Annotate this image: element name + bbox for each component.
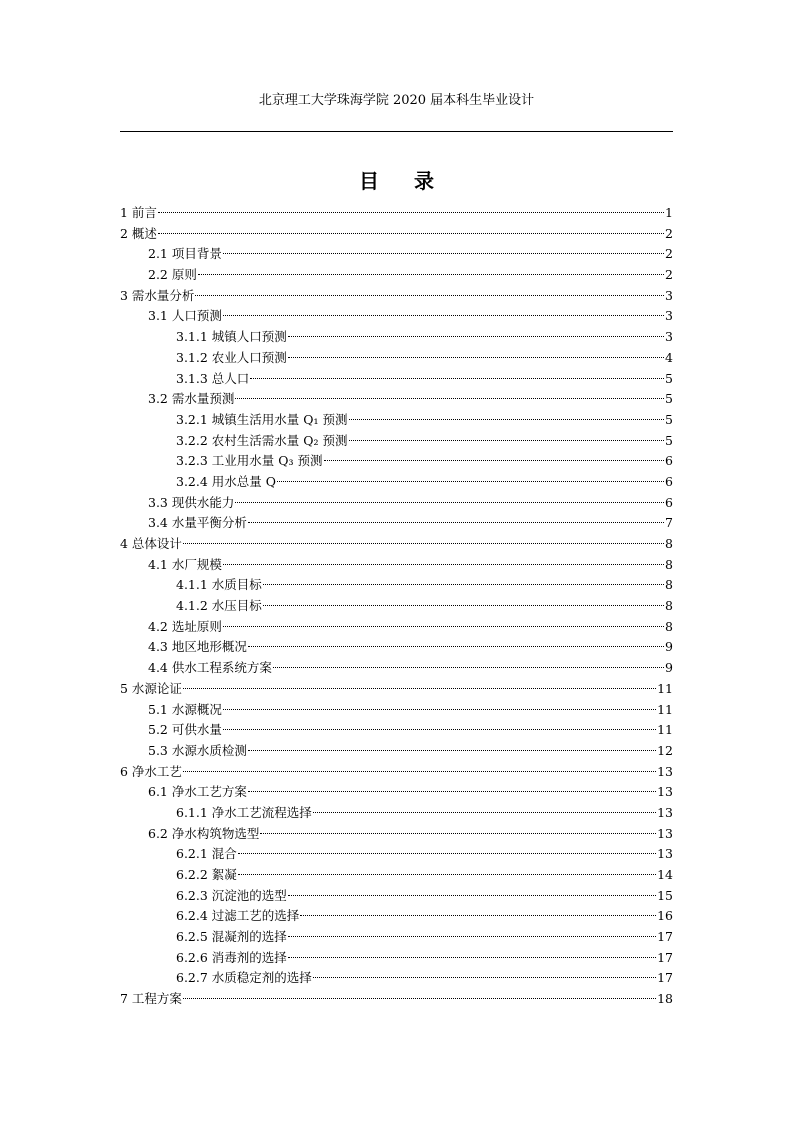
toc-entry[interactable] <box>120 410 673 431</box>
toc-entry-label: 3 需水量分析 <box>120 287 195 303</box>
toc-entry[interactable] <box>120 679 673 700</box>
toc-entry-page: 13 <box>657 804 673 820</box>
toc-entry-label: 5 水源论证 <box>120 680 182 696</box>
toc-entry[interactable] <box>120 327 673 348</box>
toc-entry-page: 11 <box>657 680 673 696</box>
toc-leader-dots <box>183 543 664 544</box>
toc-entry[interactable] <box>120 927 673 948</box>
toc-leader-dots <box>158 233 664 234</box>
toc-entry-page: 6 <box>665 494 673 510</box>
toc-leader-dots <box>198 274 664 275</box>
toc-entry-label: 3.3 现供水能力 <box>148 494 235 510</box>
toc-entry-label: 6.1 净水工艺方案 <box>148 784 247 800</box>
toc-entry[interactable] <box>120 637 673 658</box>
toc-leader-dots <box>183 998 656 999</box>
toc-leader-dots <box>223 709 656 710</box>
toc-entry-page: 3 <box>665 329 673 345</box>
toc-leader-dots <box>235 398 664 399</box>
toc-entry[interactable] <box>120 720 673 741</box>
toc-leader-dots <box>223 729 656 730</box>
toc-entry-label: 4.1.2 水压目标 <box>176 598 262 614</box>
toc-leader-dots <box>195 295 664 296</box>
toc-entry-label: 6 净水工艺 <box>120 763 182 779</box>
toc-entry[interactable] <box>120 224 673 245</box>
toc-entry[interactable] <box>120 741 673 762</box>
toc-entry[interactable] <box>120 513 673 534</box>
toc-entry[interactable] <box>120 286 673 307</box>
toc-title: 目 录 <box>359 169 448 193</box>
toc-entry-label: 4 总体设计 <box>120 536 182 551</box>
toc-entry-page: 13 <box>657 846 673 862</box>
toc-entry[interactable] <box>120 389 673 410</box>
toc-leader-dots <box>288 357 664 358</box>
page-header: 北京理工大学珠海学院 2020 届本科生毕业设计 <box>258 93 535 108</box>
toc-entry[interactable] <box>120 968 673 989</box>
toc-entry[interactable] <box>120 948 673 969</box>
toc-entry-page: 7 <box>665 515 673 531</box>
toc-entry-label: 6.2.1 混合 <box>176 846 237 862</box>
toc-entry-page: 15 <box>657 887 673 903</box>
toc-leader-dots <box>183 771 656 772</box>
toc-entry-page: 5 <box>665 391 673 407</box>
toc-entry-label: 3.4 水量平衡分析 <box>148 515 247 531</box>
toc-entry[interactable] <box>120 906 673 927</box>
toc-entry-label: 6.2.2 絮凝 <box>176 867 237 882</box>
toc-entry[interactable] <box>120 431 673 452</box>
table-of-contents <box>120 203 673 1010</box>
toc-entry-label: 3.2.1 城镇生活用水量 Q₁ 预测 <box>176 411 348 427</box>
toc-entry-page: 8 <box>665 598 673 614</box>
toc-entry-label: 7 工程方案 <box>120 991 182 1007</box>
toc-entry-page: 14 <box>657 867 673 882</box>
toc-leader-dots <box>288 957 656 958</box>
toc-entry[interactable] <box>120 369 673 390</box>
toc-entry-page: 8 <box>665 536 673 551</box>
toc-entry[interactable] <box>120 700 673 721</box>
toc-entry-page: 13 <box>657 825 673 841</box>
toc-entry[interactable] <box>120 265 673 286</box>
toc-leader-dots <box>288 895 656 896</box>
toc-entry[interactable] <box>120 824 673 845</box>
toc-entry-page: 3 <box>665 287 673 303</box>
toc-leader-dots <box>158 212 664 213</box>
toc-leader-dots <box>223 626 664 627</box>
toc-entry-label: 3.1.2 农业人口预测 <box>176 349 287 365</box>
toc-entry-page: 8 <box>665 618 673 634</box>
toc-entry-page: 1 <box>665 205 673 220</box>
toc-entry[interactable] <box>120 306 673 327</box>
toc-entry-page: 5 <box>665 370 673 386</box>
toc-leader-dots <box>223 315 664 316</box>
toc-entry-page: 2 <box>665 267 673 283</box>
toc-leader-dots <box>263 584 664 585</box>
toc-entry-label: 3.2.2 农村生活需水量 Q₂ 预测 <box>176 432 348 448</box>
toc-entry-label: 5.1 水源概况 <box>148 701 222 717</box>
toc-leader-dots <box>273 667 664 668</box>
toc-leader-dots <box>250 378 664 379</box>
toc-entry-page: 9 <box>665 639 673 655</box>
toc-entry-label: 2 概述 <box>120 225 157 241</box>
toc-entry-label: 4.1 水厂规模 <box>148 556 222 572</box>
toc-entry[interactable] <box>120 803 673 824</box>
toc-entry-label: 4.2 选址原则 <box>148 618 222 634</box>
toc-entry-label: 6.2.7 水质稳定剂的选择 <box>176 970 312 986</box>
toc-entry-label: 3.2 需水量预测 <box>148 391 235 407</box>
toc-entry-page: 6 <box>665 453 673 469</box>
toc-leader-dots <box>349 440 665 441</box>
toc-entry-label: 5.2 可供水量 <box>148 722 222 738</box>
toc-entry[interactable] <box>120 203 673 224</box>
toc-leader-dots <box>223 253 664 254</box>
toc-leader-dots <box>313 812 656 813</box>
toc-entry-page: 3 <box>665 308 673 324</box>
toc-leader-dots <box>349 419 665 420</box>
toc-entry[interactable] <box>120 555 673 576</box>
toc-entry[interactable] <box>120 451 673 472</box>
toc-entry-page: 13 <box>657 763 673 779</box>
toc-entry-label: 3.1.3 总人口 <box>176 370 250 386</box>
toc-entry-label: 6.2.5 混凝剂的选择 <box>176 929 287 945</box>
toc-entry[interactable] <box>120 617 673 638</box>
toc-entry[interactable] <box>120 782 673 803</box>
toc-leader-dots <box>313 977 656 978</box>
toc-entry-label: 1 前言 <box>120 205 157 220</box>
toc-entry-label: 4.1.1 水质目标 <box>176 577 262 593</box>
toc-leader-dots <box>248 750 656 751</box>
toc-entry-page: 17 <box>657 949 673 965</box>
toc-entry-page: 12 <box>657 742 673 758</box>
toc-entry-label: 3.2.4 用水总量 Q <box>176 473 277 489</box>
toc-entry[interactable] <box>120 348 673 369</box>
toc-entry-label: 6.2.6 消毒剂的选择 <box>176 949 287 965</box>
toc-entry-label: 3.2.3 工业用水量 Q₃ 预测 <box>176 453 323 469</box>
toc-entry-page: 17 <box>657 970 673 986</box>
toc-entry[interactable] <box>120 493 673 514</box>
toc-entry[interactable] <box>120 596 673 617</box>
toc-entry-page: 8 <box>665 577 673 593</box>
toc-entry-page: 5 <box>665 411 673 427</box>
toc-entry-page: 5 <box>665 432 673 448</box>
toc-entry[interactable] <box>120 472 673 493</box>
toc-leader-dots <box>288 336 664 337</box>
toc-entry-page: 4 <box>665 349 673 365</box>
toc-entry-label: 3.1.1 城镇人口预测 <box>176 329 287 345</box>
toc-leader-dots <box>300 915 656 916</box>
toc-entry-label: 2.1 项目背景 <box>148 246 222 262</box>
toc-entry-page: 9 <box>665 660 673 676</box>
toc-entry-page: 18 <box>657 991 673 1007</box>
toc-entry-label: 6.1.1 净水工艺流程选择 <box>176 804 312 820</box>
toc-entry[interactable] <box>120 244 673 265</box>
toc-entry[interactable] <box>120 762 673 783</box>
toc-entry-label: 6.2.3 沉淀池的选型 <box>176 887 287 903</box>
toc-leader-dots <box>248 646 664 647</box>
toc-entry-label: 6.2.4 过滤工艺的选择 <box>176 908 300 924</box>
toc-entry[interactable] <box>120 844 673 865</box>
header-rule <box>120 131 673 132</box>
toc-leader-dots <box>263 605 664 606</box>
toc-entry[interactable] <box>120 989 673 1010</box>
toc-entry[interactable] <box>120 658 673 679</box>
toc-leader-dots <box>238 853 656 854</box>
toc-entry-page: 17 <box>657 929 673 945</box>
toc-entry-page: 2 <box>665 225 673 241</box>
toc-leader-dots <box>183 688 656 689</box>
toc-entry-label: 5.3 水源水质检测 <box>148 742 247 758</box>
toc-entry-page: 2 <box>665 246 673 262</box>
toc-entry-label: 4.3 地区地形概况 <box>148 639 247 655</box>
toc-leader-dots <box>288 936 656 937</box>
toc-entry-page: 13 <box>657 784 673 800</box>
toc-entry[interactable] <box>120 886 673 907</box>
toc-entry-page: 11 <box>657 722 673 738</box>
toc-entry-page: 16 <box>657 908 673 924</box>
toc-entry[interactable] <box>120 534 673 555</box>
toc-entry[interactable] <box>120 575 673 596</box>
toc-entry-label: 2.2 原则 <box>148 267 197 283</box>
toc-leader-dots <box>223 564 664 565</box>
toc-entry-page: 6 <box>665 473 673 489</box>
toc-entry-label: 3.1 人口预测 <box>148 308 222 324</box>
toc-entry-page: 11 <box>657 701 673 717</box>
toc-leader-dots <box>277 481 664 482</box>
toc-entry-label: 4.4 供水工程系统方案 <box>148 660 272 676</box>
toc-leader-dots <box>324 460 665 461</box>
toc-entry[interactable] <box>120 865 673 886</box>
toc-leader-dots <box>238 874 656 875</box>
toc-leader-dots <box>235 502 664 503</box>
toc-entry-page: 8 <box>665 556 673 572</box>
toc-entry-label: 6.2 净水构筑物选型 <box>148 825 260 841</box>
toc-leader-dots <box>248 791 656 792</box>
toc-leader-dots <box>260 833 656 834</box>
toc-leader-dots <box>248 522 664 523</box>
